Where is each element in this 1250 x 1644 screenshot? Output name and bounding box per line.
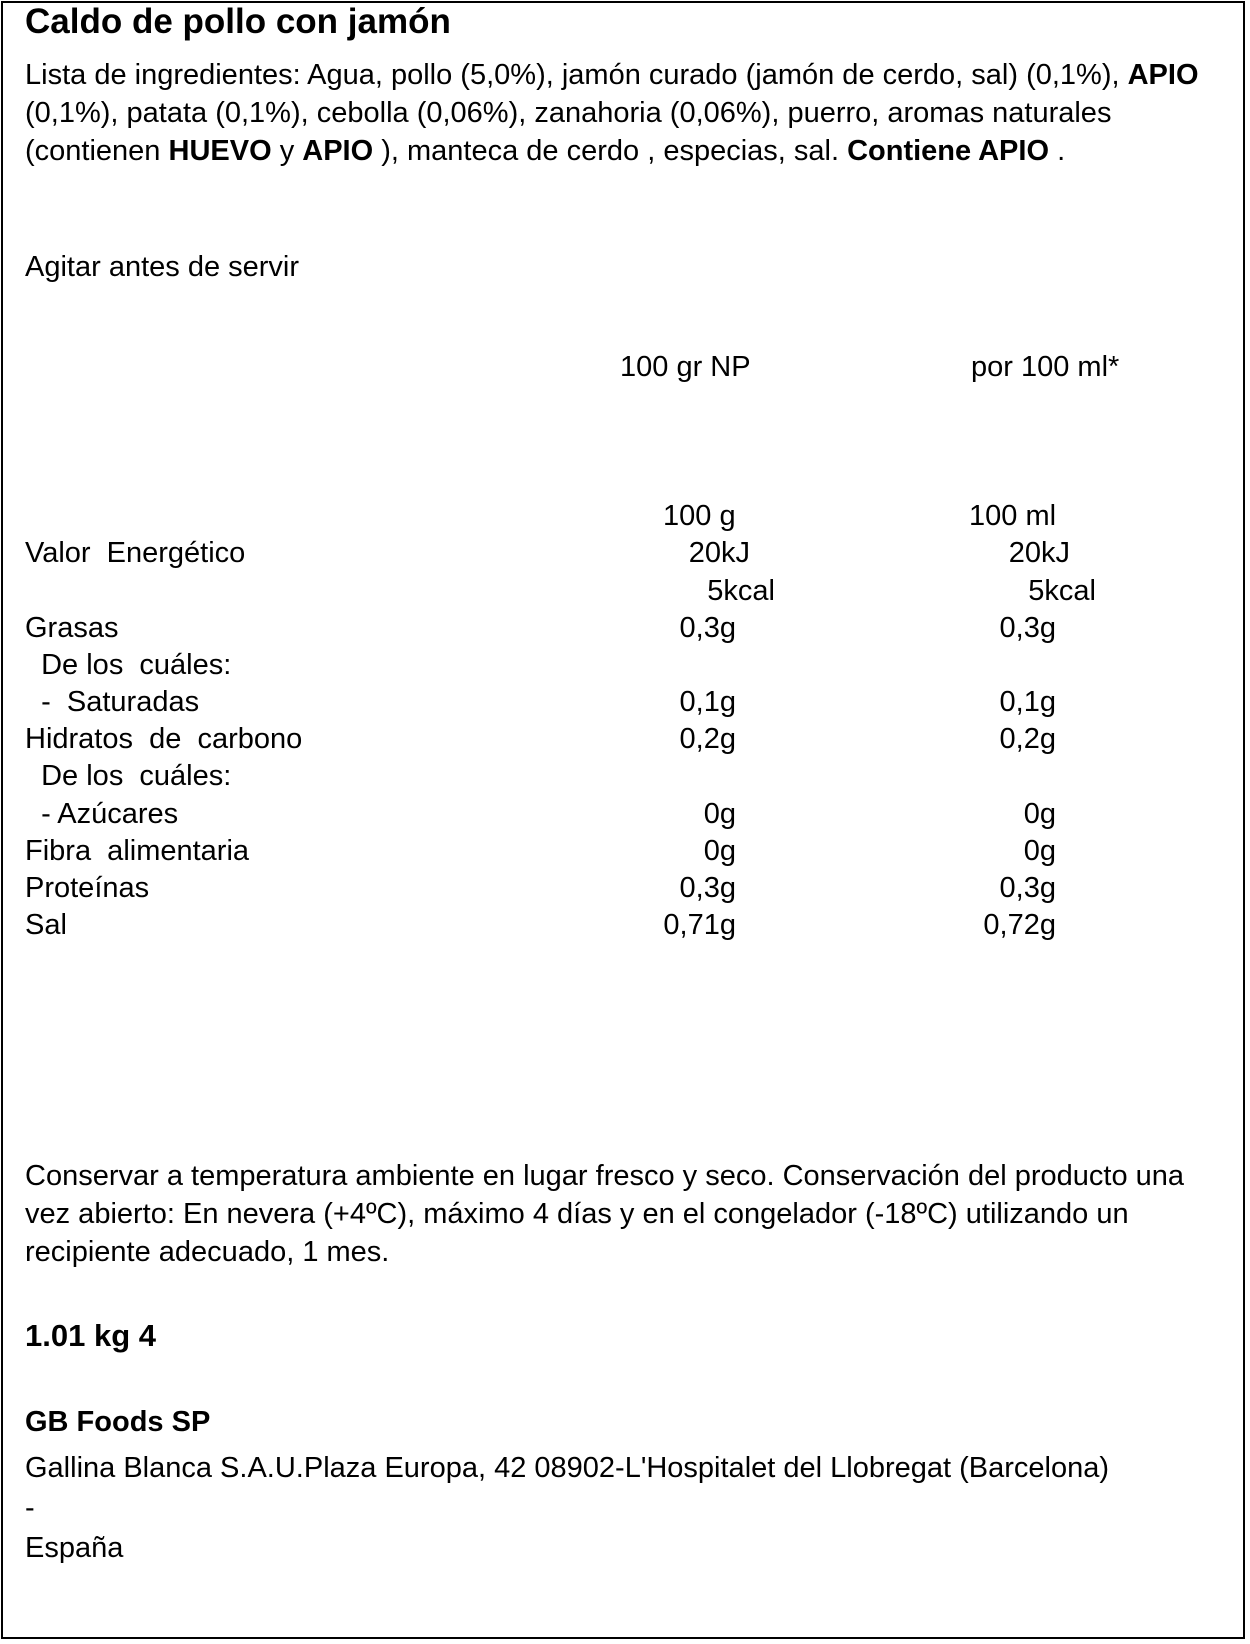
address-line: Gallina Blanca S.A.U.Plaza Europa, 42 08902-L'Hospitalet del Llobregat (Barcelona) - <box>25 1452 1110 1524</box>
energy-label: Valor Energético <box>25 537 246 569</box>
nutrient-value-100ml: 0g <box>1023 835 1056 867</box>
allergen-apio-1: APIO <box>1127 59 1199 91</box>
ingredients-text-4: ), manteca de cerdo , especias, sal. <box>373 135 848 167</box>
nutrient-value-100g: 0,71g <box>663 909 736 941</box>
nutrient-label: De los cuáles: <box>25 649 232 681</box>
energy-kj-100g: 20kJ <box>688 537 750 569</box>
energy-kcal-100ml: 5kcal <box>1028 575 1096 607</box>
nutrient-value-100g: 0g <box>703 835 736 867</box>
energy-kcal-100g: 5kcal <box>707 575 775 607</box>
nutrient-value-100ml: 0g <box>1023 798 1056 830</box>
allergen-apio-2: APIO <box>302 135 374 167</box>
product-title: Caldo de pollo con jamón <box>25 2 451 41</box>
nutrient-value-100g: 0g <box>703 798 736 830</box>
ingredients-text-1: Lista de ingredientes: Agua, pollo (5,0%), jamón curado (jamón de cerdo, sal) (0,1%), <box>25 59 1128 91</box>
ingredients-text-2: (0,1%), patata (0,1%), cebolla (0,06%), zanahoria (0,06%), puerro, aromas naturales (contienen <box>25 97 1112 167</box>
ingredients-text-3: y <box>271 135 303 167</box>
company-name: GB Foods SP <box>25 1406 211 1438</box>
nutrition-unit-100ml: 100 ml <box>969 500 1057 532</box>
ingredients-list <box>25 56 1225 170</box>
nutrient-value-100ml: 0,72g <box>983 909 1056 941</box>
ingredients-text-5: . <box>1049 135 1066 167</box>
country: España <box>25 1532 124 1564</box>
allergen-huevo: HUEVO <box>168 135 272 167</box>
serving-instructions: Agitar antes de servir <box>25 251 300 283</box>
nutrient-value-100g: 0,2g <box>679 723 736 755</box>
nutrient-value-100ml: 0,2g <box>999 723 1056 755</box>
nutrient-value-100ml: 0,1g <box>999 686 1056 718</box>
nutrient-value-100ml: 0,3g <box>999 872 1056 904</box>
nutrient-value-100g: 0,3g <box>679 612 736 644</box>
nutrition-header-100ml: por 100 ml* <box>971 351 1120 383</box>
energy-kj-100ml: 20kJ <box>1008 537 1070 569</box>
storage-instructions: Conservar a temperatura ambiente en lugar fresco y seco. Conservación del producto una vez abierto: En nevera (+4ºC), máximo 4 días y en el congelador (-18ºC) utilizando un recipiente adecuado, 1 mes. <box>25 1160 1185 1268</box>
nutrient-label: - Saturadas <box>25 686 200 718</box>
nutrition-unit-100g: 100 g <box>663 500 736 532</box>
nutrient-label: Hidratos de carbono <box>25 723 303 755</box>
nutrition-header-100g: 100 gr NP <box>620 351 751 383</box>
nutrient-value-100ml: 0,3g <box>999 612 1056 644</box>
net-weight: 1.01 kg 4 <box>25 1318 156 1353</box>
nutrient-label: Grasas <box>25 612 119 644</box>
nutrient-label: - Azúcares <box>25 798 179 830</box>
label-frame <box>1 1 1245 1639</box>
contains-allergen: Contiene APIO <box>847 135 1050 167</box>
nutrient-label: De los cuáles: <box>25 760 232 792</box>
nutrient-value-100g: 0,1g <box>679 686 736 718</box>
nutrient-label: Fibra alimentaria <box>25 835 250 867</box>
company-address <box>25 1448 1125 1568</box>
nutrient-label: Sal <box>25 909 67 941</box>
nutrient-value-100g: 0,3g <box>679 872 736 904</box>
nutrient-label: Proteínas <box>25 872 150 904</box>
